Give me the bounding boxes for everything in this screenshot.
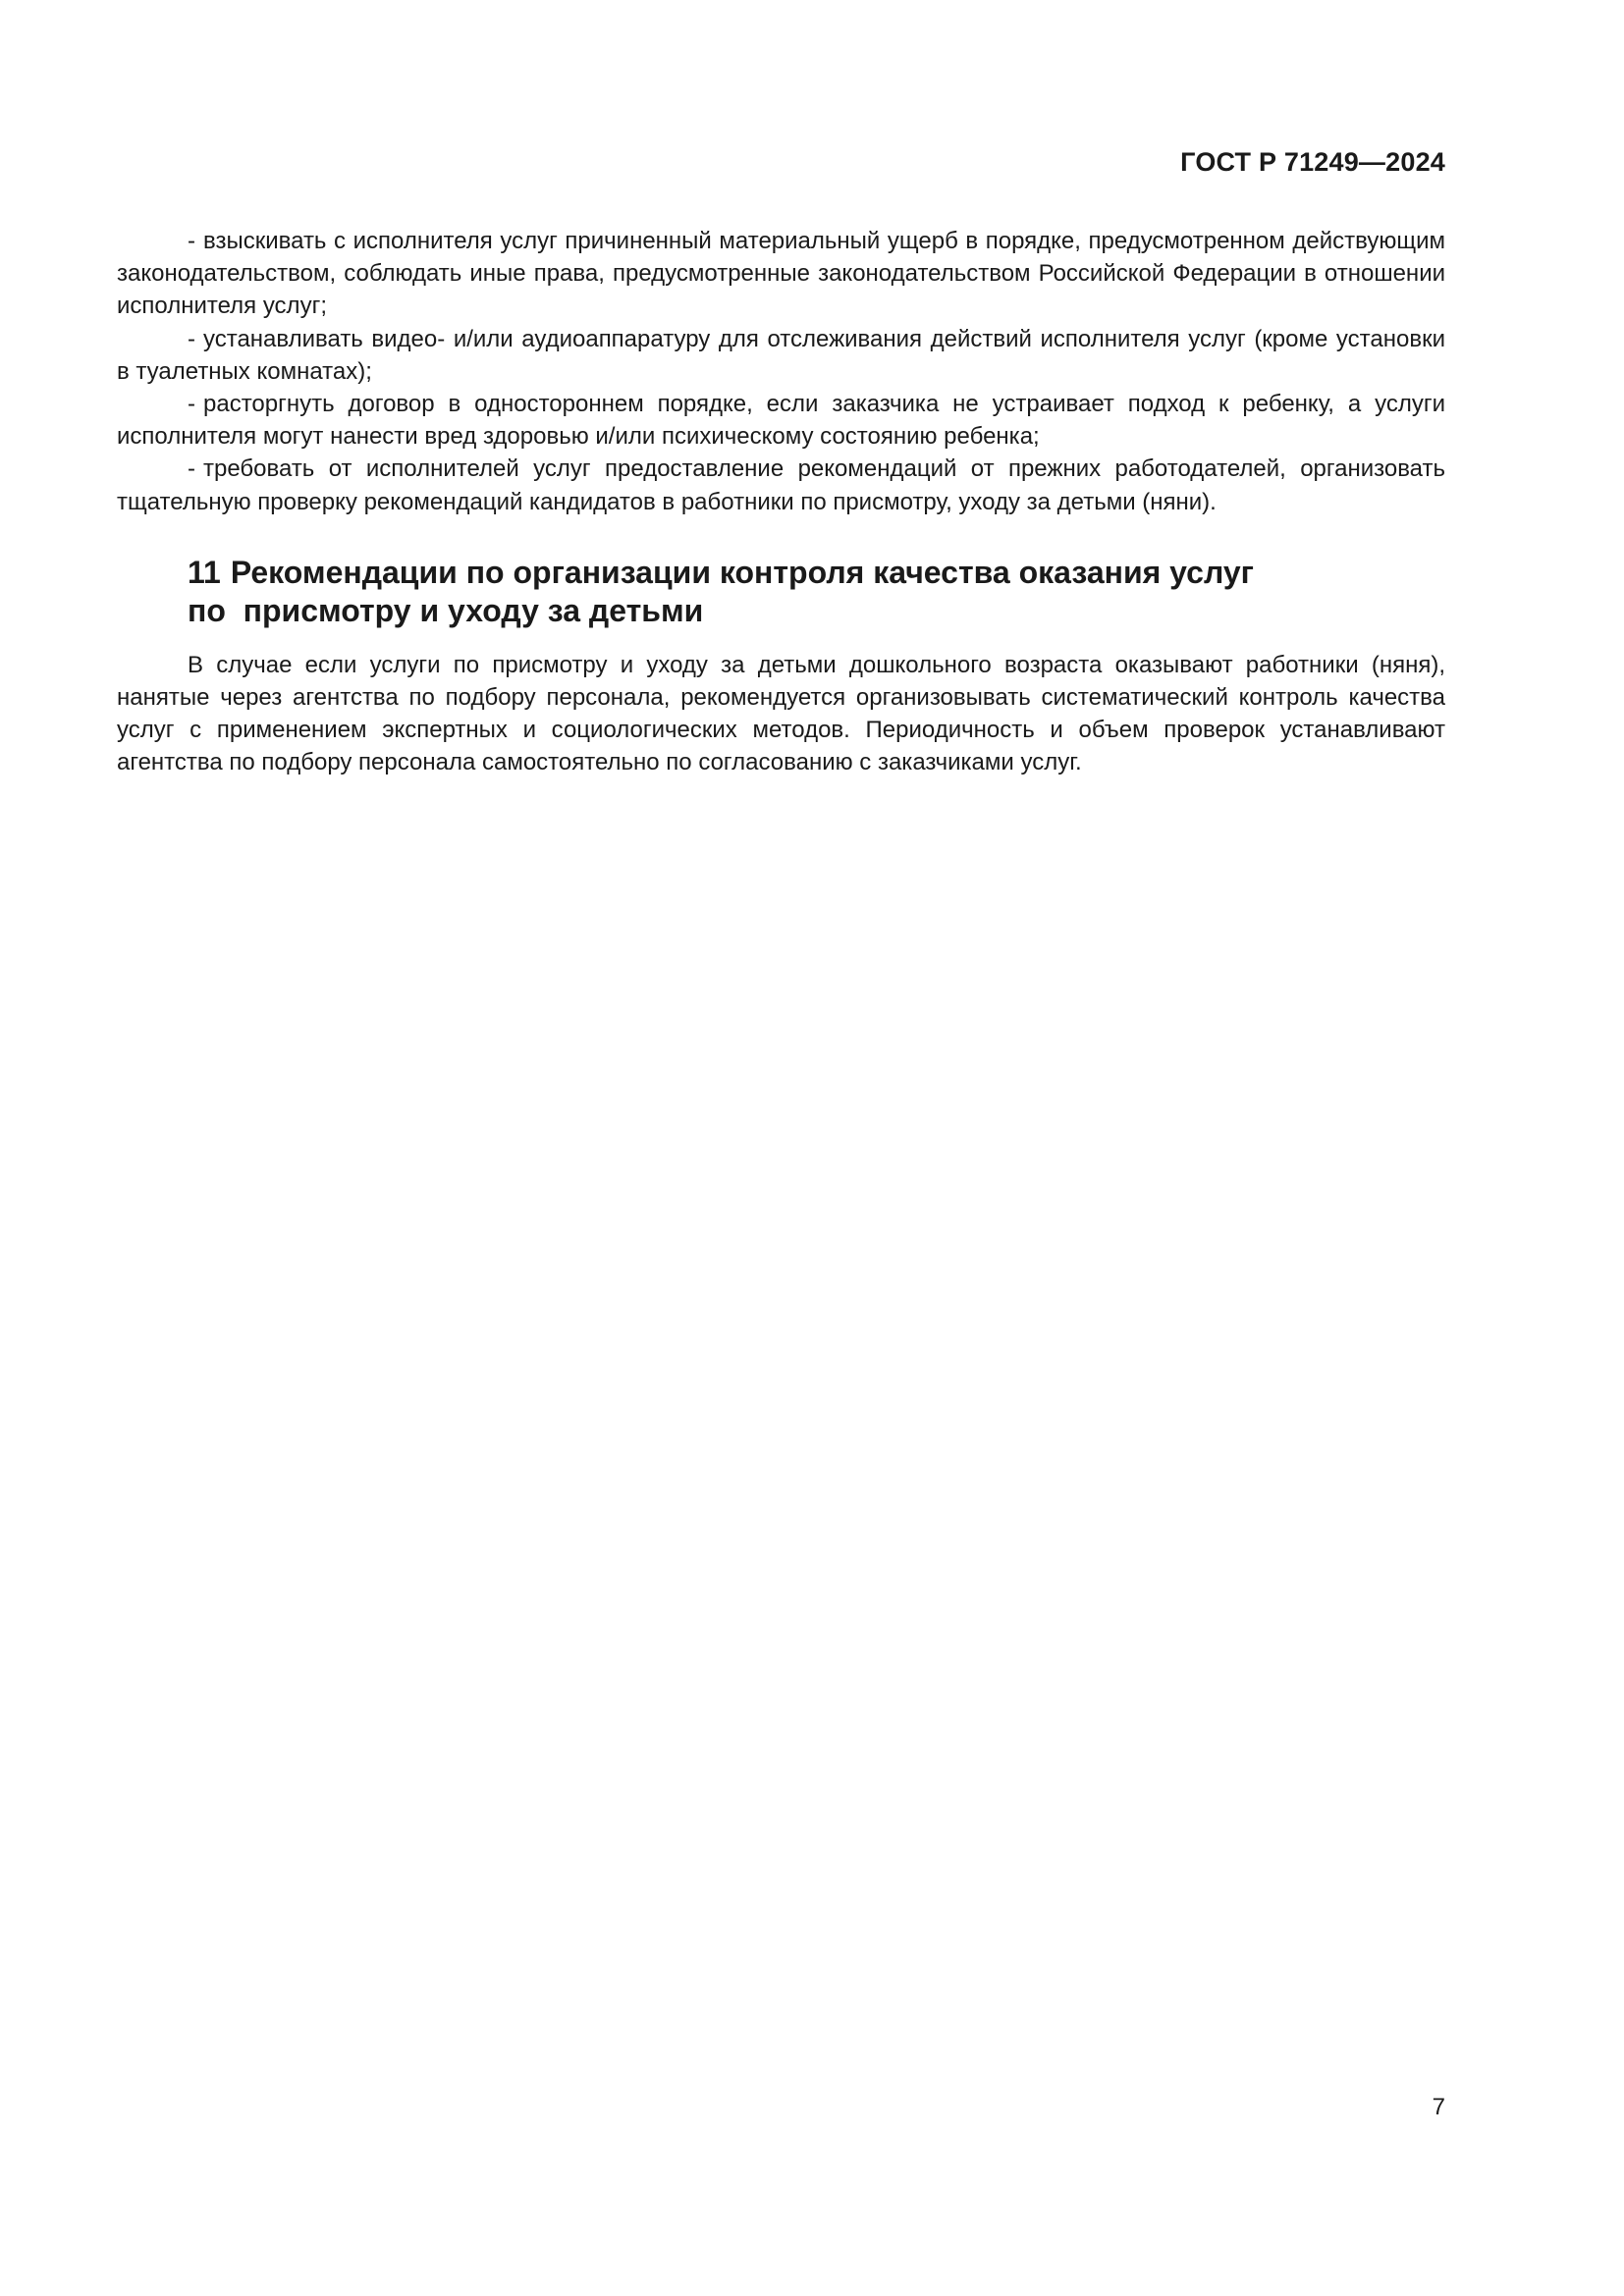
- list-dash: -: [188, 228, 195, 254]
- section-number: 11: [188, 554, 221, 590]
- list-item: [117, 453, 1445, 517]
- list-item-text: устанавливать видео- и/или аудиоаппаратуру для отслеживания действий исполнителя услуг (кроме установки в туалетных комнатах);: [117, 325, 1445, 385]
- page-content: [117, 225, 1445, 779]
- list-item: [117, 225, 1445, 323]
- list-dash: -: [188, 455, 195, 483]
- page-number: 7: [1432, 2094, 1445, 2120]
- section-title-part-2: по присмотру и уходу за детьми: [188, 592, 704, 628]
- list-dash: -: [188, 325, 195, 352]
- section-title-part-1: Рекомендации по организации контроля качества оказания услуг: [230, 554, 1254, 590]
- section-heading-line-1: [188, 555, 1254, 590]
- section-heading: [117, 554, 1445, 630]
- list-item-text: требовать от исполнителей услуг предоставление рекомендаций от прежних работодателей, организовать тщательную проверку рекомендаций кандидатов в работники по присмотру, уходу за детьми (няни).: [117, 455, 1445, 515]
- list-item-text: взыскивать с исполнителя услуг причиненный материальный ущерб в порядке, предусмотренном действующим законодательством, соблюдать иные права, предусмотренные законодательством Российской Федерации в отношении исполнителя услуг;: [117, 228, 1445, 320]
- document-header-id: ГОСТ Р 71249—2024: [1180, 147, 1445, 177]
- list-item: [117, 388, 1445, 453]
- list-item-text: расторгнуть договор в одностороннем порядке, если заказчика не устраивает подход к ребенку, а услуги исполнителя могут нанести вред здоровью и/или психическому состоянию ребенка;: [117, 391, 1445, 451]
- list-item: [117, 323, 1445, 388]
- section-body-paragraph: В случае если услуги по присмотру и уходу за детьми дошкольного возраста оказывают работники (няня), нанятые через агентства по подбору персонала, рекомендуется организовывать систематический контроль качества услуг с применением экспертных и социологических методов. Периодичность и объем проверок устанавливают агентства по подбору персонала самостоятельно по согласованию с заказчиками услуг.: [117, 651, 1445, 776]
- list-dash: -: [188, 391, 195, 418]
